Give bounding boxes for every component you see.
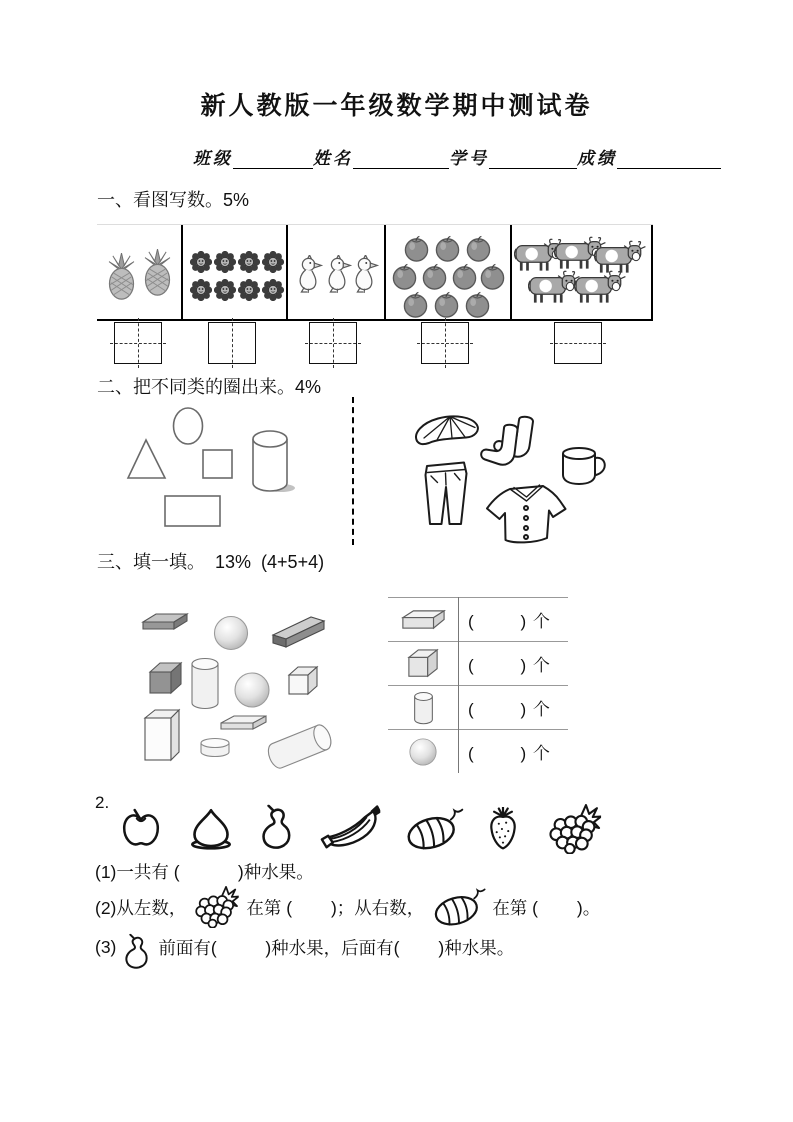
apple-icon xyxy=(403,235,430,262)
table-row-cuboid xyxy=(388,597,568,641)
short-cylinder-shape xyxy=(201,739,229,757)
field-name-label: 姓名 xyxy=(313,149,353,168)
gourd-icon xyxy=(122,930,152,976)
cow-icon xyxy=(574,269,628,305)
trousers-icon xyxy=(426,463,467,525)
apple-icon xyxy=(451,263,478,290)
section2-heading: 二、把不同类的圈出来。4% xyxy=(97,377,322,397)
tall-cuboid-shape xyxy=(145,710,179,760)
cube-shape xyxy=(150,663,181,693)
gourd-icon xyxy=(258,804,296,854)
oval-shape xyxy=(174,408,203,444)
cuboid-icon xyxy=(388,608,458,631)
question-1: (1)一共有 ( )种水果。 xyxy=(95,862,314,882)
apple-icon xyxy=(433,291,460,318)
apple-icon xyxy=(465,235,492,262)
table-row-cube xyxy=(388,641,568,685)
table-cell-apples xyxy=(386,225,512,319)
grape-icon xyxy=(542,804,606,854)
table-cell-flowers xyxy=(183,225,288,319)
cylinder-shape xyxy=(192,659,218,709)
cap-icon xyxy=(416,416,478,444)
student-info-row xyxy=(193,144,721,169)
field-name-blank xyxy=(353,147,449,169)
shape-count-table xyxy=(388,597,568,773)
grape-icon xyxy=(192,886,240,928)
sphere-icon xyxy=(388,737,458,767)
writing-box xyxy=(208,322,256,364)
writing-box xyxy=(554,322,602,364)
answer-blank: ( ) 个 xyxy=(468,656,551,675)
count-pictures-table xyxy=(97,224,653,321)
duck-icon xyxy=(296,255,323,293)
apple-icon xyxy=(118,808,164,850)
pineapple-icon xyxy=(105,253,138,301)
watermelon-icon xyxy=(402,807,464,851)
question-3: (3) 前面有( )种水果，后面有( )种水果。 xyxy=(95,924,514,970)
cube-shape xyxy=(289,667,317,694)
flat-shapes-group xyxy=(95,398,353,548)
apple-icon xyxy=(391,263,418,290)
solid-shapes-cluster xyxy=(123,606,383,776)
fruit-row xyxy=(118,797,606,861)
sphere-shape xyxy=(215,617,248,650)
coat-icon xyxy=(487,485,566,542)
duck-icon xyxy=(325,255,352,293)
answer-blank: ( ) 个 xyxy=(468,700,551,719)
writing-box xyxy=(309,322,357,364)
table-cell-pineapples xyxy=(97,225,183,319)
page-title: 新人教版一年级数学期中测试卷 xyxy=(200,93,593,120)
rectangle-shape xyxy=(165,496,220,526)
flower-icon xyxy=(190,251,212,273)
clothing-group xyxy=(393,396,648,551)
table-row-sphere xyxy=(388,729,568,773)
table-cell-cows xyxy=(512,225,653,319)
peach-icon xyxy=(185,807,237,851)
flower-icon xyxy=(214,279,236,301)
flower-icon xyxy=(214,251,236,273)
table-divider xyxy=(458,597,459,773)
question-2: (2)从左数， 在第 ( )；从右数， 在第 ( )。 xyxy=(95,886,600,928)
table-cell-ducks xyxy=(288,225,386,319)
sphere-shape xyxy=(235,673,269,707)
mug-icon xyxy=(563,448,605,484)
field-score-label: 成绩 xyxy=(577,149,617,168)
square-shape xyxy=(203,450,232,478)
flower-icon xyxy=(238,279,260,301)
flower-icon xyxy=(262,251,284,273)
answer-blank: ( ) 个 xyxy=(468,612,551,631)
flat-cuboid-shape xyxy=(143,614,187,629)
question2-number: 2. xyxy=(95,793,110,812)
field-class-label: 班级 xyxy=(193,149,233,168)
section3-heading: 三、填一填。 13% (4+5+4) xyxy=(97,552,325,572)
answer-blank: ( ) 个 xyxy=(468,744,551,763)
apple-icon xyxy=(421,263,448,290)
writing-box xyxy=(114,322,162,364)
cube-icon xyxy=(388,648,458,680)
field-student-number-blank xyxy=(489,147,577,169)
field-score-blank xyxy=(617,147,721,169)
section1-heading: 一、看图写数。5% xyxy=(97,190,250,210)
cylinder-icon xyxy=(388,690,458,726)
writing-box xyxy=(421,322,469,364)
field-class-blank xyxy=(233,147,313,169)
long-cuboid-shape xyxy=(273,617,324,647)
flat-cuboid-shape xyxy=(221,716,266,729)
flower-icon xyxy=(238,251,260,273)
triangle-shape xyxy=(128,440,165,478)
table-row-cylinder xyxy=(388,685,568,729)
duck-icon xyxy=(352,255,379,293)
field-student-number-label: 学号 xyxy=(449,149,489,168)
apple-icon xyxy=(479,263,506,290)
section3-score: 13% (4+5+4) xyxy=(215,552,325,572)
apple-icon xyxy=(402,291,429,318)
strawberry-icon xyxy=(485,807,521,851)
lying-cylinder-shape xyxy=(265,723,334,771)
socks-icon xyxy=(481,417,533,465)
banana-icon xyxy=(317,805,381,853)
flower-icon xyxy=(262,279,284,301)
apple-icon xyxy=(434,235,461,262)
dashed-divider xyxy=(352,397,354,545)
apple-icon xyxy=(464,291,491,318)
watermelon-icon xyxy=(430,887,486,927)
flower-icon xyxy=(190,279,212,301)
pineapple-icon xyxy=(141,249,174,297)
